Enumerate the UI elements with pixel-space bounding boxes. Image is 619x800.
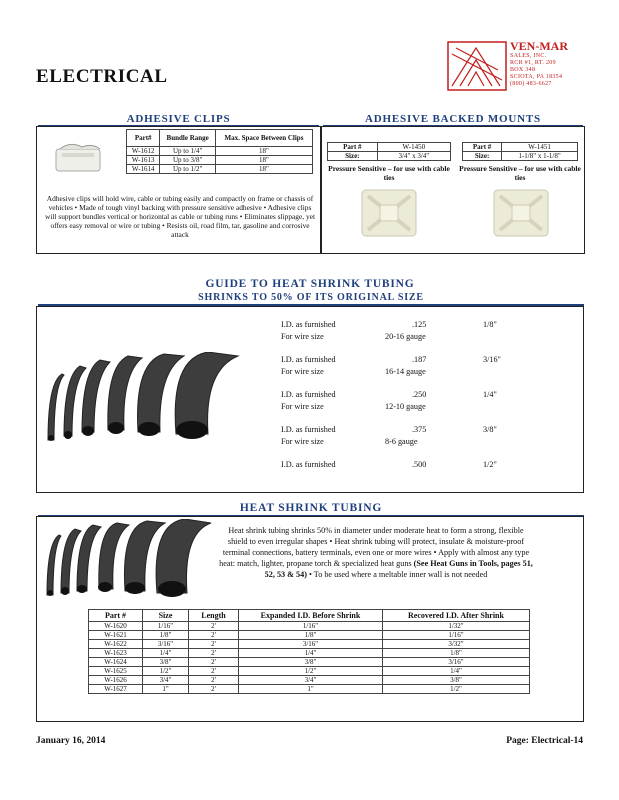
table-cell: 2' <box>189 667 239 676</box>
id-label: I.D. as furnished <box>281 355 336 364</box>
guide-heading: GUIDE TO HEAT SHRINK TUBING <box>205 278 415 290</box>
table-cell: 1/8" <box>239 631 383 640</box>
mount-note: Pressure Sensitive – for use with cable ties <box>459 164 581 182</box>
adhesive-clips-heading: ADHESIVE CLIPS <box>38 113 319 127</box>
wire-gauge: 8-6 gauge <box>385 437 418 446</box>
table-cell: 1/32" <box>383 622 530 631</box>
table-cell: 3/32" <box>383 640 530 649</box>
part-number: W-1450 <box>377 143 450 152</box>
table-cell: 1" <box>143 685 189 694</box>
table-cell: 1/8" <box>383 649 530 658</box>
table-cell: 1/16" <box>143 622 189 631</box>
id-fraction: 1/2" <box>483 460 497 469</box>
id-decimal: .250 <box>412 390 427 399</box>
table-row <box>127 165 313 174</box>
table-cell: 1/2" <box>383 685 530 694</box>
wire-label: For wire size <box>281 367 324 376</box>
id-label: I.D. as furnished <box>281 425 336 434</box>
logo-sub-line: SALES, INC. <box>510 53 547 59</box>
header-cell: Part# <box>127 130 160 147</box>
mount-pad-image <box>360 188 418 238</box>
table-cell: 3/4" <box>143 676 189 685</box>
footer-date: January 16, 2014 <box>36 736 106 746</box>
table-cell: 1/4" <box>143 649 189 658</box>
shrink-guide-list <box>281 320 521 495</box>
part-label: Part # <box>463 143 502 152</box>
table-row <box>89 622 530 631</box>
table-cell: W-1624 <box>89 658 143 667</box>
table-cell: 1/4" <box>239 649 383 658</box>
description-main: Heat shrink tubing shrinks 50% in diameter under moderate heat to form a strong, flexible shield to even irregular shapes • Heat shrink tubing will protect, insulate & moisture-proof terminal connections, battery terminals, even one or more wires • Apply with almost any type heat: match, lighter, propane torch & specialized heat guns <box>219 526 530 568</box>
table-cell: 18" <box>215 165 312 174</box>
id-fraction: 3/8" <box>483 425 497 434</box>
table-cell: 3/16" <box>383 658 530 667</box>
table-row <box>89 658 530 667</box>
id-fraction: 3/16" <box>483 355 501 364</box>
header-cell: Length <box>189 610 239 622</box>
part-label: Part # <box>328 143 378 152</box>
table-cell: 1/4" <box>383 667 530 676</box>
logo-name: VEN-MAR <box>510 39 568 53</box>
table-cell: 1/16" <box>239 622 383 631</box>
table-cell: 18" <box>215 156 312 165</box>
wire-gauge: 12-10 gauge <box>385 402 426 411</box>
table-cell: W-1621 <box>89 631 143 640</box>
size-label: Size: <box>328 152 378 161</box>
table-cell: W-1622 <box>89 640 143 649</box>
table-row <box>127 147 313 156</box>
list-item <box>281 355 521 390</box>
wire-gauge: 16-14 gauge <box>385 367 426 376</box>
table-cell: 1/2" <box>239 667 383 676</box>
table-row <box>89 685 530 694</box>
table-cell: 1/2" <box>143 667 189 676</box>
ven-mar-logo <box>446 40 586 92</box>
table-cell: 3/16" <box>239 640 383 649</box>
table-cell: 2' <box>189 685 239 694</box>
logo-mark-icon <box>446 40 508 92</box>
id-decimal: .125 <box>412 320 427 329</box>
adhesive-clip-image <box>52 141 108 177</box>
table-cell: W-1626 <box>89 676 143 685</box>
size-value: 1-1/8" x 1-1/8" <box>502 152 578 161</box>
table-cell: 2' <box>189 622 239 631</box>
table-cell: 3/8" <box>239 658 383 667</box>
table-cell: 1/16" <box>383 631 530 640</box>
table-cell: 2' <box>189 676 239 685</box>
heat-shrink-heading: HEAT SHRINK TUBING <box>38 502 584 517</box>
table-row <box>89 676 530 685</box>
table-cell: W-1613 <box>127 156 160 165</box>
guide-subheading: SHRINKS TO 50% OF ITS ORIGINAL SIZE <box>38 292 584 306</box>
header-cell: Size <box>143 610 189 622</box>
wire-label: For wire size <box>281 332 324 341</box>
table-cell: Up to 3/8" <box>160 156 216 165</box>
header-cell: Expanded I.D. Before Shrink <box>239 610 383 622</box>
page-title: ELECTRICAL <box>36 66 168 87</box>
logo-sub-line: (800) 483-6627 <box>510 81 552 87</box>
adhesive-mounts-heading: ADHESIVE BACKED MOUNTS <box>323 113 583 127</box>
part-number: W-1451 <box>502 143 578 152</box>
adhesive-clips-description: Adhesive clips will hold wire, cable or tubing easily and compactly on frame or chassis of vehicles • Made of tough vinyl backing with pressure sensitive adhesive • Adhesive clips will support bundles vertical or horizontal as cable or tubing runs • Eliminates slippage, yet offers easy removal or wire or tubing • Resists oil, road film, tar, gasoline and corrosive attack <box>44 194 316 239</box>
adhesive-clips-table <box>126 129 313 174</box>
table-cell: 1" <box>239 685 383 694</box>
table-cell: 3/8" <box>143 658 189 667</box>
logo-sub-line: RCR #1, RT. 209 <box>510 60 556 66</box>
size-value: 3/4" x 3/4" <box>377 152 450 161</box>
description-end: • To be used where a meltable inner wall is not needed <box>309 570 488 579</box>
id-fraction: 1/8" <box>483 320 497 329</box>
id-label: I.D. as furnished <box>281 460 336 469</box>
list-item <box>281 425 521 460</box>
table-cell: W-1627 <box>89 685 143 694</box>
footer-page: Page: Electrical-14 <box>506 736 583 746</box>
header-cell: Bundle Range <box>160 130 216 147</box>
size-label: Size: <box>463 152 502 161</box>
table-row <box>127 156 313 165</box>
id-decimal: .500 <box>412 460 427 469</box>
wire-gauge: 20-16 gauge <box>385 332 426 341</box>
heat-shrink-tubes-image <box>43 519 215 599</box>
table-cell: 3/4" <box>239 676 383 685</box>
table-cell: 18" <box>215 147 312 156</box>
list-item <box>281 460 521 495</box>
id-label: I.D. as furnished <box>281 320 336 329</box>
heat-shrink-tubes-image <box>42 352 242 444</box>
table-cell: W-1625 <box>89 667 143 676</box>
logo-sub-line: SCIOTA, PA 18354 <box>510 74 563 80</box>
description-bold: (See Heat Guns in Tools, pages 51, 52, 53 & 54) <box>264 559 533 579</box>
logo-text <box>510 40 568 87</box>
table-row <box>89 649 530 658</box>
table-cell: 2' <box>189 649 239 658</box>
id-fraction: 1/4" <box>483 390 497 399</box>
heat-shrink-description <box>218 525 534 580</box>
mount-note: Pressure Sensitive – for use with cable ties <box>328 164 450 182</box>
list-item <box>281 320 521 355</box>
table-cell: 2' <box>189 640 239 649</box>
header-cell: Recovered I.D. After Shrink <box>383 610 530 622</box>
table-cell: 3/8" <box>383 676 530 685</box>
mount-table-w1451 <box>462 142 578 161</box>
id-label: I.D. as furnished <box>281 390 336 399</box>
logo-sub-line: BOX 348 <box>510 67 536 73</box>
header-cell: Part # <box>89 610 143 622</box>
table-cell: W-1612 <box>127 147 160 156</box>
table-cell: W-1620 <box>89 622 143 631</box>
table-cell: Up to 1/4" <box>160 147 216 156</box>
heat-shrink-table <box>88 609 530 694</box>
wire-label: For wire size <box>281 402 324 411</box>
id-decimal: .187 <box>412 355 427 364</box>
table-cell: 2' <box>189 631 239 640</box>
id-decimal: .375 <box>412 425 427 434</box>
mount-table-w1450 <box>327 142 451 161</box>
table-cell: 1/8" <box>143 631 189 640</box>
table-cell: 3/16" <box>143 640 189 649</box>
table-cell: W-1614 <box>127 165 160 174</box>
list-item <box>281 390 521 425</box>
wire-label: For wire size <box>281 437 324 446</box>
table-cell: W-1623 <box>89 649 143 658</box>
table-row <box>89 667 530 676</box>
mount-pad-image <box>492 188 550 238</box>
header-cell: Max. Space Between Clips <box>215 130 312 147</box>
table-cell: 2' <box>189 658 239 667</box>
table-row <box>89 640 530 649</box>
table-cell: Up to 1/2" <box>160 165 216 174</box>
table-row <box>89 631 530 640</box>
